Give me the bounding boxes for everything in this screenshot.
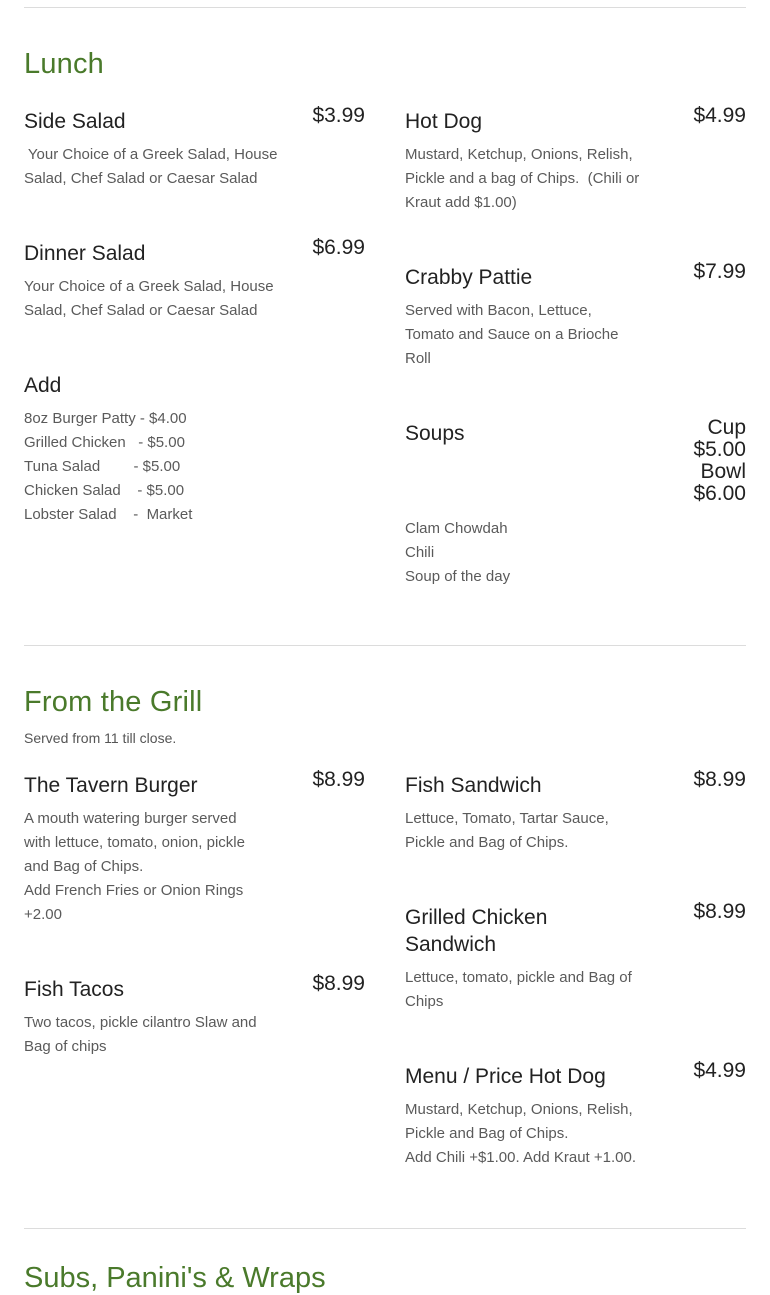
item-price: $7.99 [693,260,746,283]
menu-item-hot-dog [405,104,746,215]
menu-item-soups [405,416,746,589]
menu-item-fish-tacos [24,972,365,1059]
item-name: The Tavern Burger [24,774,198,797]
item-description: A mouth watering burger served with lettuce, tomato, onion, pickle and Bag of Chips. Add French Fries or Onion Rings +2.00 [24,810,245,923]
divider-bottom [24,1228,746,1229]
item-name: Fish Sandwich [405,774,542,797]
item-name: Fish Tacos [24,978,124,1001]
item-name: Side Salad [24,110,126,133]
item-name: Grilled Chicken Sandwich [405,906,548,956]
item-price: $6.99 [312,236,365,259]
menu-item-crabby-pattie [405,260,746,371]
menu-item-tavern-burger [24,768,365,927]
item-description: Mustard, Ketchup, Onions, Relish, Pickle and a bag of Chips. (Chili or Kraut add $1.00) [405,146,640,211]
item-name: Menu / Price Hot Dog [405,1065,606,1088]
item-description: Mustard, Ketchup, Onions, Relish, Pickle and Bag of Chips. Add Chili +$1.00. Add Kraut +1.00. [405,1101,636,1166]
item-description: Lettuce, tomato, pickle and Bag of Chips [405,969,632,1010]
menu-item-dinner-salad [24,236,365,323]
item-description: Your Choice of a Greek Salad, House Salad, Chef Salad or Caesar Salad [24,278,274,319]
item-description: 8oz Burger Patty - $4.00 Grilled Chicken - $5.00 Tuna Salad - $5.00 Chicken Salad - $5.00 Lobster Salad - Market [24,410,193,523]
item-name: Crabby Pattie [405,266,533,289]
divider-top [24,7,746,8]
item-name: Dinner Salad [24,242,146,265]
item-price: Cup $5.00 Bowl $6.00 [693,416,746,505]
menu-item-grilled-chicken-sandwich [405,900,746,1014]
item-description: Served with Bacon, Lettuce, Tomato and Sauce on a Brioche Roll [405,302,619,367]
section-title-lunch: Lunch [24,48,105,80]
item-price: $8.99 [312,768,365,791]
menu-item-add-ons [24,372,365,527]
item-name: Add [24,374,62,397]
divider-middle [24,645,746,646]
item-description: Your Choice of a Greek Salad, House Salad, Chef Salad or Caesar Salad [24,146,278,187]
section-title-subs: Subs, Panini's & Wraps [24,1262,326,1294]
section-subtitle-grill: Served from 11 till close. [24,730,177,746]
item-description: Two tacos, pickle cilantro Slaw and Bag of chips [24,1014,257,1055]
item-price: $4.99 [693,104,746,127]
menu-item-side-salad [24,104,365,191]
item-name: Soups [405,422,465,445]
item-price: $4.99 [693,1059,746,1082]
section-title-grill: From the Grill [24,686,203,718]
item-price: $8.99 [693,768,746,791]
menu-item-fish-sandwich [405,768,746,855]
item-price: $8.99 [693,900,746,923]
item-price: $8.99 [312,972,365,995]
item-description: Lettuce, Tomato, Tartar Sauce, Pickle and Bag of Chips. [405,810,609,851]
item-description: Clam Chowdah Chili Soup of the day [405,520,511,585]
item-name: Hot Dog [405,110,483,133]
menu-item-menu-price-hot-dog [405,1059,746,1170]
item-price: $3.99 [312,104,365,127]
